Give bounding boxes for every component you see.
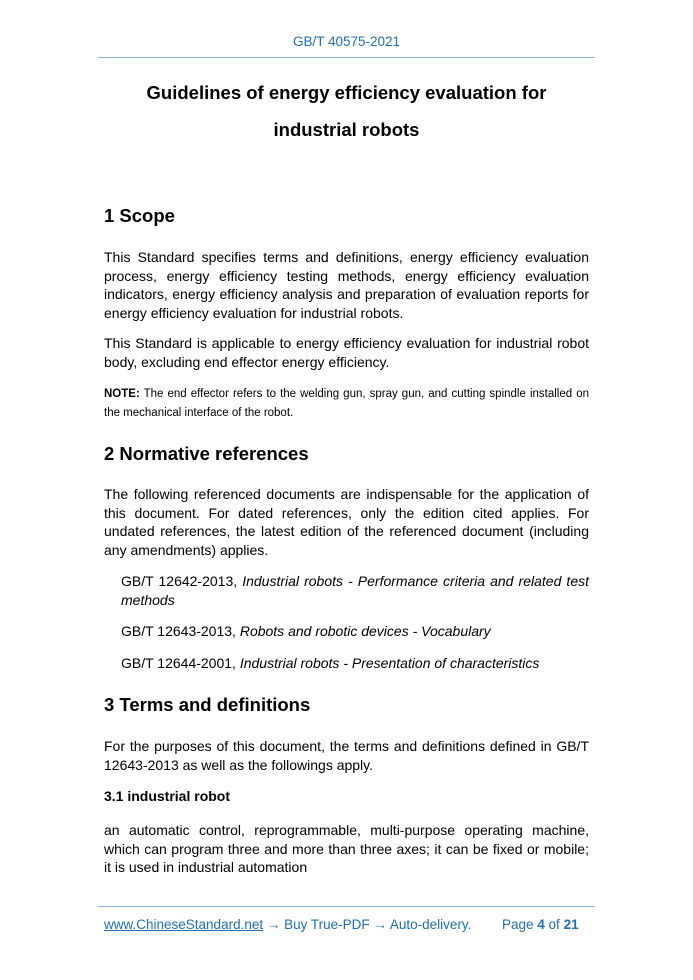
section-2-heading: 2 Normative references [104, 443, 309, 464]
section-1-paragraph-1: This Standard specifies terms and definitions, energy efficiency evaluation process, energy efficiency testing methods, energy efficiency evaluation indicators, energy efficiency analysis and preparation of evaluation reports for energy efficiency evaluation for industrial robots. [104, 249, 589, 321]
term-heading: 3.1 industrial robot [104, 788, 231, 804]
note-text: The end effector refers to the welding gun, spray gun, and cutting spindle installed on the mechanical interface of the robot. [104, 388, 589, 419]
reference-title: Robots and robotic devices - Vocabulary [239, 623, 491, 639]
section-3-heading: 3 Terms and definitions [104, 694, 311, 715]
header-divider [98, 57, 595, 58]
section-3-paragraph-1: For the purposes of this document, the terms and definitions defined in GB/T 12643-2013 as well as the followings apply. [104, 738, 589, 773]
page-label: Page [502, 917, 538, 932]
section-2-paragraph-1: The following referenced documents are indispensable for the application of this document. For dated references, only the edition cited applies. For undated references, the latest edition of the referenced document (including any amendments) applies. [104, 486, 589, 558]
footer-website-link[interactable]: www.ChineseStandard.net [104, 917, 264, 932]
note-label: NOTE: [104, 388, 140, 400]
page-indicator [502, 917, 579, 932]
page-total: 21 [563, 917, 579, 932]
reference-title: Industrial robots - Presentation of characteristics [239, 655, 540, 671]
document-title-line-2: industrial robots [273, 119, 420, 140]
reference-item [121, 572, 589, 609]
term-definition: an automatic control, reprogrammable, multi-purpose operating machine, which can program three and more than three axes; it can be fixed or mobile; it is used in industrial automation [104, 822, 589, 875]
page-of-label: of [544, 917, 564, 932]
reference-item [121, 654, 589, 673]
reference-code: GB/T 12642-2013, [121, 573, 243, 589]
section-1-heading: 1 Scope [104, 205, 175, 226]
footer-promo [104, 917, 471, 932]
document-title-line-1: Guidelines of energy efficiency evaluation for [146, 82, 547, 103]
page-number: 4 [537, 917, 545, 932]
reference-code: GB/T 12643-2013, [121, 623, 240, 639]
header-standard-code: GB/T 40575-2021 [292, 34, 401, 49]
footer-divider [98, 906, 595, 907]
footer-promo-text: → Buy True-PDF → Auto-delivery. [263, 917, 472, 932]
section-1-paragraph-2: This Standard is applicable to energy efficiency evaluation for industrial robot body, excluding end effector energy efficiency. [104, 335, 589, 370]
reference-title: Industrial robots - Performance criteria and related test methods [121, 573, 589, 608]
reference-code: GB/T 12644-2001, [121, 655, 240, 671]
reference-item [121, 622, 589, 641]
section-1-note [104, 385, 589, 422]
